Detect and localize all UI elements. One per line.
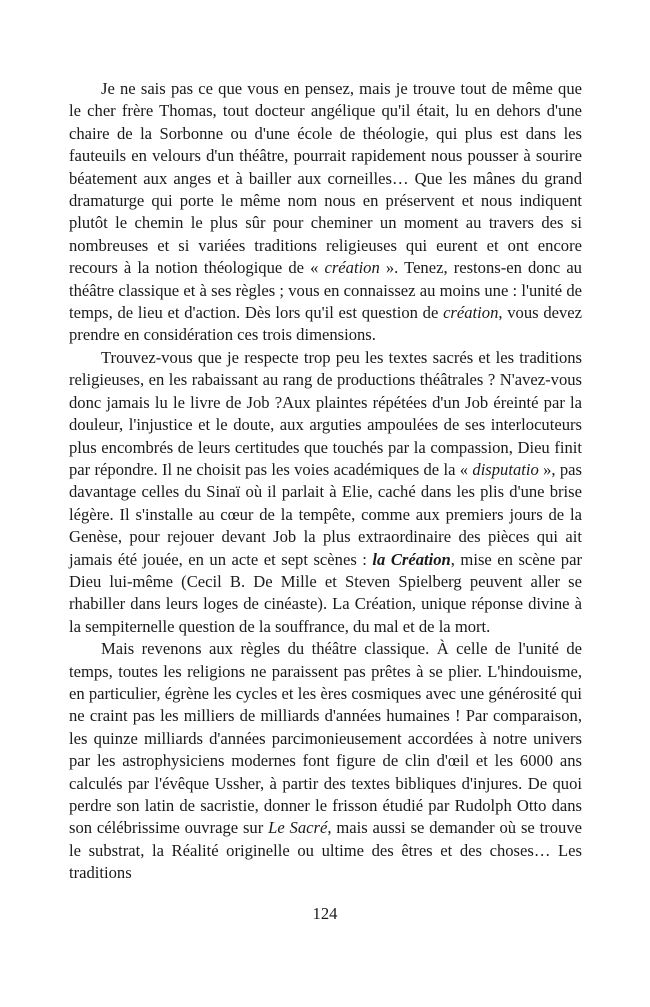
page-number: 124 [312,904,338,923]
text-run: , vous devez prendre en considération ces trois dimensions. [69,303,583,345]
text-run: Trouvez-vous que je respecte trop peu les textes sacrés et les traditions religieuses, en les rabaissant au rang de productions théâtrales ? N'avez-vous donc jamais lu le livre de Job ?Aux plaintes répétées d'un Job éreinté par la douleur, l'injustice et le doute, aux arguties ampoulées de ses interlocuteurs plus encombrés de leurs certitudes que touchés par la compassion, Dieu finit par répondre. Il ne choisit pas les voies académiques de la « [69,347,582,479]
bold-italic-title [372,550,450,569]
text-run: », pas davantage celles du Sinaï où il parlait à Elie, caché dans les plis d'une brise légère. Il s'installe au cœur de la tempête, comme aux premiers jours de la Genèse, pour rejouer devant Job la plus extraordinaire des pièces qui ait jamais été jouée, en un acte et sept scènes : [69,459,582,569]
text-run: , mise en scène par Dieu lui-même (Cecil B. De Mille et Steven Spielberg peuvent aller se rhabiller dans leurs loges de cinéaste). La Création, unique réponse divine à la sempiternelle question de la souffrance, du mal et de la mort. [69,549,582,636]
italic-book-title: Le Sacré [268,818,328,838]
page-body [69,78,582,885]
italic-term: création [324,258,380,278]
italic-term: disputatio [472,459,539,479]
text-run: , mais aussi se demander où se trouve le substrat, la Réalité originelle ou ultime des êtres et des choses… Les traditions [69,818,583,883]
text-run: Mais revenons aux règles du théâtre classique. À celle de l'unité de temps, toutes les religions ne paraissent pas prêtes à se plier. L'hindouisme, en particulier, égrène les cycles et les ères cosmiques avec une générosité qui ne craint pas les milliers de milliards d'années humaines ! Par comparaison, les quinze milliards d'années parcimonieusement accordées à notre univers par les astrophysiciens modernes font figure de clin d'œil et les 6000 ans calculés par l'évêque Ussher, à partir des textes bibliques d'injures. De quoi perdre son latin de sacristie, donner le frisson étudié par Rudolph Otto dans son célébrissime ouvrage sur [69,639,582,838]
italic-term: création [443,303,499,323]
bold-italic-title-text: la Création [372,549,451,569]
text-run: Je ne sais pas ce que vous en pensez, mais je trouve tout de même que le cher frère Thomas, tout docteur angélique qu'il était, lu en dehors d'une chaire de la Sorbonne ou d'une école de théologie, qui plus est dans les fauteuils en velours d'un théâtre, pourrait rapidement nous pousser à sourire béatement aux anges et à bailler aux corneilles… Que les mânes du grand dramaturge qui porte le même nom nous en préservent et nous indiquent plutôt le chemin le plus sûr pour cheminer un moment au travers des si nombreuses et si variées traditions religieuses qui eurent et ont encore recours à la notion théologique de « [69,79,582,278]
paragraph-2 [69,347,582,638]
text-run: ». Tenez, restons-en donc au théâtre classique et à ses règles ; vous en connaissez au moins une : l'unité de temps, de lieu et d'action. Dès lors qu'il est question de [69,258,582,323]
paragraph-1 [69,78,582,347]
paragraph-3 [69,638,582,884]
